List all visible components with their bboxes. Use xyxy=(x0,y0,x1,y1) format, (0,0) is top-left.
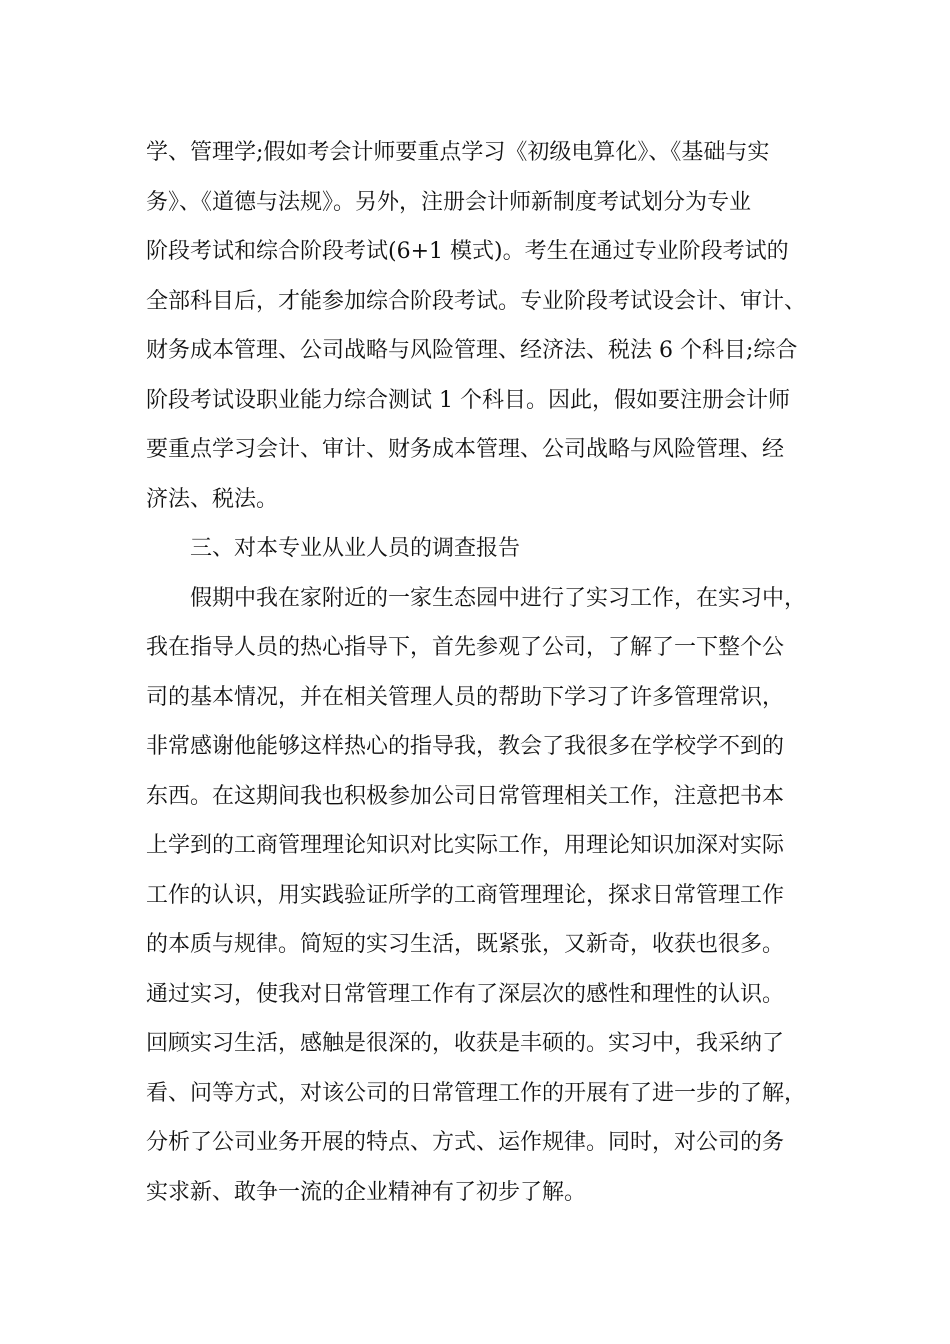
text-line: 我在指导人员的热心指导下，首先参观了公司，了解了一下整个公 xyxy=(146,635,785,660)
text-line: 工作的认识，用实践验证所学的工商管理理论，探求日常管理工作 xyxy=(146,882,785,908)
text-line: 上学到的工商管理理论知识对比实际工作，用理论知识加深对实际 xyxy=(146,833,785,858)
text-line: 济法、税法。 xyxy=(146,486,279,512)
text-line: 阶段考试设职业能力综合测试 1 个科目。因此，假如要注册会计师 xyxy=(146,387,790,413)
text-line: 全部科目后，才能参加综合阶段考试。专业阶段考试设会计、审计、 xyxy=(146,288,807,314)
text-line: 看、问等方式，对该公司的日常管理工作的开展有了进一步的了解， xyxy=(146,1080,807,1106)
text-line: 的本质与规律。简短的实习生活，既紧张，又新奇，收获也很多。 xyxy=(146,932,785,957)
text-line: 非常感谢他能够这样热心的指导我，教会了我很多在学校学不到的 xyxy=(146,734,785,759)
document-body xyxy=(146,128,810,1217)
text-line: 假期中我在家附近的一家生态园中进行了实习工作，在实习中， xyxy=(190,585,807,611)
text-line: 实求新、敢争一流的企业精神有了初步了解。 xyxy=(146,1179,587,1205)
text-line: 东西。在这期间我也积极参加公司日常管理相关工作，注意把书本 xyxy=(146,783,785,809)
text-line: 阶段考试和综合阶段考试(6+1 模式)。考生在通过专业阶段考试的 xyxy=(146,239,789,264)
text-line: 三、对本专业从业人员的调查报告 xyxy=(190,536,521,561)
text-line: 财务成本管理、公司战略与风险管理、经济法、税法 6 个科目;综合 xyxy=(146,338,798,363)
text-line: 分析了公司业务开展的特点、方式、运作规律。同时，对公司的务 xyxy=(146,1130,785,1155)
text-line: 通过实习，使我对日常管理工作有了深层次的感性和理性的认识。 xyxy=(146,981,785,1007)
text-line: 务》、《道德与法规》。另外，注册会计师新制度考试划分为专业 xyxy=(146,189,752,215)
text-line: 要重点学习会计、审计、财务成本管理、公司战略与风险管理、经 xyxy=(146,437,785,462)
text-line: 学、管理学;假如考会计师要重点学习《初级电算化》、《基础与实 xyxy=(146,140,770,165)
text-line: 回顾实习生活，感触是很深的，收获是丰硕的。实习中，我采纳了 xyxy=(146,1031,785,1056)
text-line: 司的基本情况，并在相关管理人员的帮助下学习了许多管理常识， xyxy=(146,684,785,710)
